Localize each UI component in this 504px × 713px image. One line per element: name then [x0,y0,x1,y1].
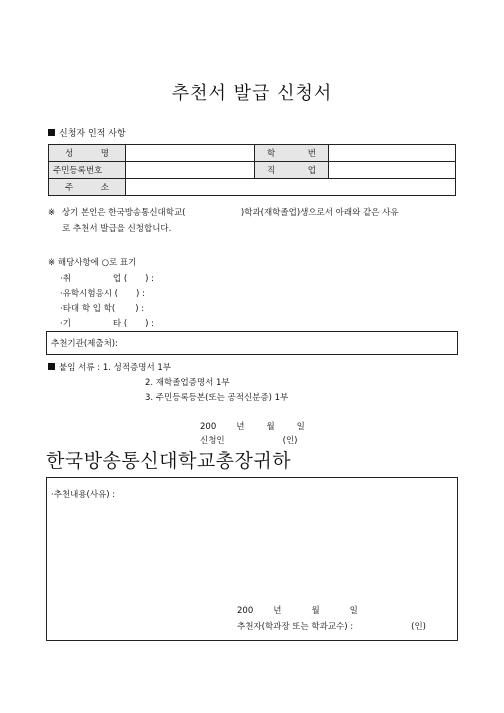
applicant-signature: 신청인 (인) [200,436,298,446]
table-row [49,145,456,162]
recommendation-box[interactable] [46,477,458,641]
attachment-item: 3. 주민등록등본(또는 공적신분증) 1부 [145,393,289,403]
recommend-org-box[interactable] [46,331,458,355]
table-row [49,179,456,196]
square-bullet-icon [48,363,55,370]
list-item[interactable]: ·타대 학 입 학( ) : [60,304,145,314]
application-date: 200 년 월 일 [200,422,305,432]
name-field[interactable] [126,145,255,162]
occupation-field[interactable] [329,162,456,179]
mark-section-heading: ※ 해당사항에 ○로 표기 [48,258,137,268]
student-no-label-cell: 학 번 [255,145,329,162]
recommendation-date: 200 년 월 일 [237,606,358,616]
applicant-section-heading [48,126,126,139]
attachments-heading: 붙임 서류 : 1. 성적증명서 1부 [48,361,171,373]
addressee: 한국방송통신대학교총장귀하 [46,450,292,472]
applicant-info-table [48,144,456,196]
list-item[interactable]: ·취 업 ( ) : [60,274,155,284]
notice-line-2: 로 추천서 발급을 신청합니다. [62,224,172,234]
table-row [49,162,456,179]
recommend-org-label: 추천기관(제출처): [51,339,118,349]
applicant-section-label: 신청자 인적 사항 [59,129,126,139]
recommendation-content-label: ·추천내용(사유) : [51,490,116,500]
recommender-signature: 추천자(학과장 또는 학과교수) : (인) [237,622,426,632]
resident-no-label-cell: 주민등록번호 [49,162,126,179]
address-label-cell: 주 소 [49,179,126,196]
square-bullet-icon [48,129,55,136]
resident-no-field[interactable] [126,162,255,179]
student-no-field[interactable] [329,145,456,162]
name-label-cell: 성 명 [49,145,126,162]
occupation-label-cell: 직 업 [255,162,329,179]
address-field[interactable] [126,179,456,196]
notice-line-1: ※ 상기 본인은 한국방송통신대학교( )학과(재학졸업)생으로서 아래와 같은 사유 [48,208,399,218]
list-item[interactable]: ·기 타 ( ) : [60,319,155,329]
attachment-item: 2. 재학졸업증명서 1부 [145,378,230,388]
list-item[interactable]: ·유학시험응시 ( ) : [60,289,145,299]
page-title: 추천서 발급 신청서 [171,83,333,104]
